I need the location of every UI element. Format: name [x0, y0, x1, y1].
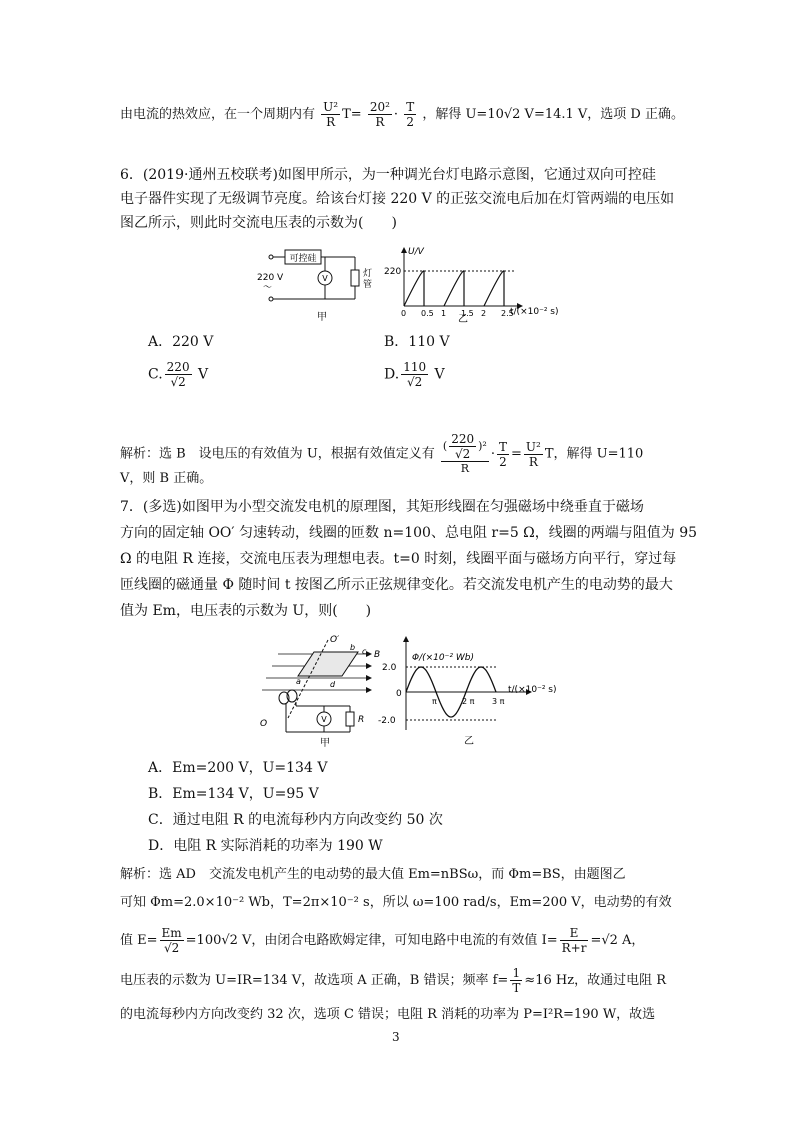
lamp-label-char2: 管: [363, 280, 373, 290]
q6-line-1: 6．(2019·通州五校联考)如图甲所示，为一种调光台灯电路示意图，它通过双向可控硅: [120, 167, 656, 183]
fraction-u2-over-r: $\frac{\text{U²}}{R}$: [323, 100, 339, 129]
fig-caption-jia: 甲: [320, 738, 330, 749]
half-wave-segment: [444, 271, 464, 306]
x-tick-label: 2: [481, 309, 487, 318]
scr-label: 可控硅: [289, 254, 317, 264]
half-wave-segment: [404, 271, 424, 306]
q6-circuit-figure: [255, 244, 375, 324]
x-tick-label: 2.5: [501, 309, 514, 318]
q6-solution-formula: ( $\frac{220}{√2}$ )² R: [442, 432, 487, 475]
fraction-t-over-2: $\frac{T}{2}$: [406, 100, 415, 129]
lamp-label-char1: 灯: [363, 269, 373, 279]
x-tick-label: 1: [441, 309, 447, 318]
q7-option-b: B．Em=134 V，U=95 V: [148, 786, 319, 802]
fig-caption-yi: 乙: [458, 314, 468, 324]
q7-solution-line-5: 的电流每秒内方向改变约 32 次，选项 C 错误；电阻 R 消耗的功率为 P=I²R=190 W，故选: [120, 1007, 656, 1022]
q6-line-2: 电子器件实现了无级调节亮度。给该台灯接 220 V 的正弦交流电后加在灯管两端的电压如: [120, 191, 675, 207]
q7-line-2: 方向的固定轴 OO′ 匀速转动，线圈的匝数 n=100、总电阻 r=5 Ω，线圈的两端与阻值为 95: [120, 525, 698, 541]
q6-solution-line-2: V，则 B 正确。: [120, 471, 213, 486]
x-tick-labels: [432, 697, 505, 706]
q7-line-1: 7．(多选)如图甲为小型交流发电机的原理图，其矩形线圈在匀强磁场中绕垂直于磁场: [120, 499, 644, 515]
origin-label: 0: [396, 689, 402, 699]
q6-voltage-chart: [380, 244, 580, 324]
q7-solution-line-4: 电压表的示数为 U=IR=134 V，故选项 A 正确，B 错误；频率 f= $\frac{1}{T}$ ≈16 Hz，故通过电阻 R: [120, 966, 667, 995]
x-axis-label: t/(×10⁻² s): [510, 307, 559, 317]
tilde-symbol: ～: [263, 283, 273, 293]
svg-text:b: b: [350, 643, 356, 652]
x-tick-label: 2 π: [462, 697, 475, 706]
x-tick-label: 3 π: [492, 697, 505, 706]
terminal-bottom: [269, 297, 273, 301]
svg-text:c: c: [362, 647, 367, 656]
y-tick-top: 2.0: [382, 663, 397, 673]
q7-line-3: Ω 的电阻 R 连接，交流电压表为理想电表。t=0 时刻，线圈平面与磁场方向平行，穿过每: [120, 551, 677, 567]
q7-generator-figure: [258, 632, 388, 750]
y-axis-label: Φ/(×10⁻² Wb): [412, 653, 474, 663]
q7-solution-line-2: 可知 Φm=2.0×10⁻² Wb，T=2π×10⁻² s，所以 ω=100 rad/s，Em=200 V，电动势的有效: [120, 895, 672, 910]
half-wave-segment: [484, 271, 504, 306]
q7-line-5: 值为 Em，电压表的示数为 U，则( ): [120, 603, 372, 619]
svg-text:V: V: [321, 715, 327, 724]
svg-text:O: O: [260, 719, 268, 729]
q7-option-c: C．通过电阻 R 的电流每秒内方向改变约 50 次: [148, 812, 443, 828]
svg-text:d: d: [330, 680, 336, 689]
lamp-icon: [351, 270, 359, 286]
x-axis-label: t/(×10⁻² s): [508, 685, 557, 695]
coil-loop: [298, 652, 358, 676]
y-tick-220: 220: [384, 267, 402, 277]
prev-solution-result: ，解得 U=10√2 V=14.1 V，选项 D 正确。: [422, 107, 684, 122]
svg-text:V: V: [322, 274, 328, 283]
q7-flux-chart: [378, 630, 578, 748]
q6-option-a: A．220 V: [148, 334, 214, 350]
x-tick-label: 1.5: [461, 309, 474, 318]
svg-text:O′: O′: [330, 635, 340, 645]
page-number: 3: [392, 1030, 400, 1044]
fig-caption-jia: 甲: [317, 312, 327, 323]
prev-solution-line: 由电流的热效应，在一个周期内有 $\frac{\text{U²}}{R}$ T= $\frac{\text{20²}}{R}$ · $\frac{T}{2}$ ，解得 U=10√2 V=14.1 V，选项 D 正确。: [120, 100, 684, 129]
x-tick-label: 0.5: [421, 309, 434, 318]
lamp-label: [363, 267, 372, 290]
terminal-top: [269, 255, 273, 259]
half-wave-curves: [404, 271, 504, 306]
q6-solution-line-1: 解析：选 B 设电压的有效值为 U，根据有效值定义有 ( $\frac{220}{√2}$ )² R · $\frac{T}{2}$ = $\frac{\text{U²}}{R}$ T，解得 U=110: [120, 432, 644, 475]
x-tick-label: 0: [401, 309, 407, 318]
source-label: 220 V: [257, 273, 284, 283]
q7-solution-line-3: 值 E= $\frac{Em}{√2}$ =100√2 V，由闭合电路欧姆定律，可知电路中电流的有效值 I= $\frac{E}{R+r}$ =√2 A，: [120, 926, 645, 955]
q7-solution-line-1: 解析：选 AD 交流发电机产生的电动势的最大值 Em=nBSω，而 Φm=BS，由题图乙: [120, 867, 626, 882]
q7-option-d: D．电阻 R 实际消耗的功率为 190 W: [148, 838, 383, 854]
q6-option-b: B．110 V: [384, 334, 450, 350]
fig-caption-yi: 乙: [464, 736, 474, 747]
y-axis-label: U/V: [408, 247, 424, 257]
x-tick-label: π: [432, 697, 437, 706]
q7-line-4: 匝线圈的磁通量 Φ 随时间 t 按图乙所示正弦规律变化。若交流发电机产生的电动势的最大: [120, 577, 673, 593]
svg-text:B: B: [374, 650, 381, 660]
fraction-20sq-over-r: $\frac{\text{20²}}{R}$: [369, 100, 390, 129]
q6-option-d: D. $\frac{110}{√2}$ V: [384, 360, 445, 389]
q6-option-c: C. $\frac{220}{√2}$ V: [148, 360, 209, 389]
q6-line-3: 图乙所示，则此时交流电压表的示数为( ): [120, 215, 397, 231]
q7-option-a: A．Em=200 V，U=134 V: [148, 760, 328, 776]
svg-text:R: R: [358, 715, 365, 725]
svg-text:a: a: [296, 677, 301, 686]
y-tick-bottom: -2.0: [378, 716, 396, 726]
prev-solution-text: 由电流的热效应，在一个周期内有: [120, 107, 316, 122]
resistor-icon: [346, 712, 354, 726]
